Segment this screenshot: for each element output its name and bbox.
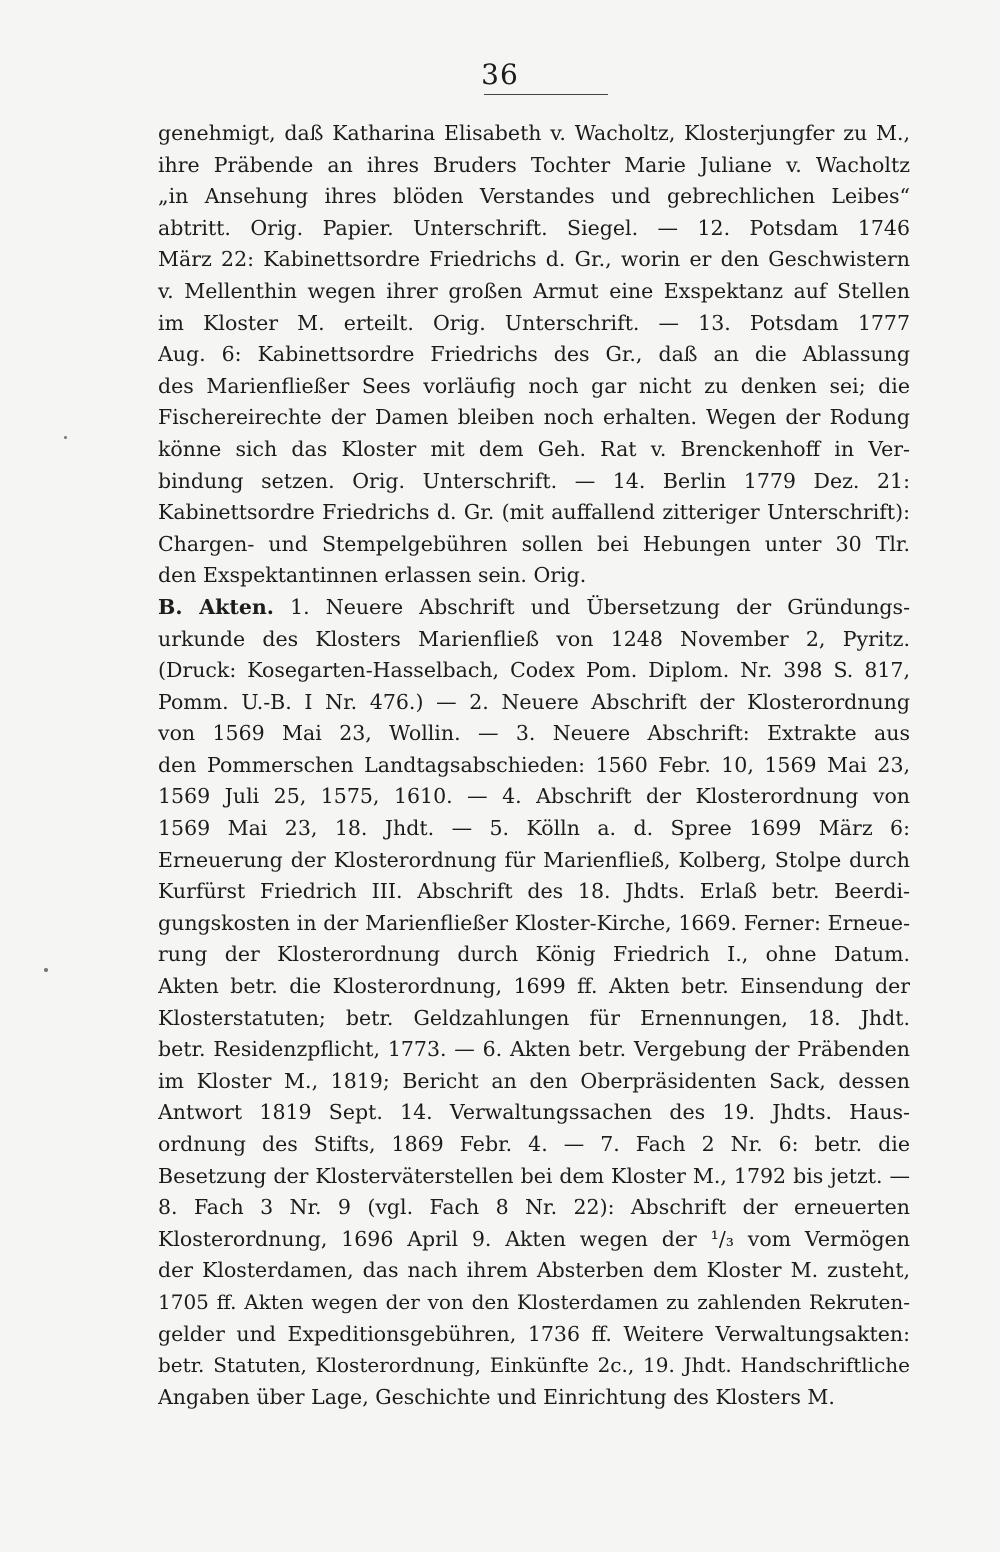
text-line: genehmigt, daß Katharina Elisabeth v. Wacholtz, Klosterjungfer zu M., xyxy=(158,121,910,145)
text-line: im Kloster M. erteilt. Orig. Unterschrift. — 13. Potsdam 1777 xyxy=(158,310,910,335)
text-line: den Pommerschen Landtagsabschieden: 1560 Febr. 10, 1569 Mai 23, xyxy=(158,752,910,777)
text-line: Klosterstatuten; betr. Geldzahlungen für Ernennungen, 18. Jhdt. xyxy=(158,1005,910,1030)
section-heading: B. Akten. xyxy=(158,594,274,619)
text-line: Antwort 1819 Sept. 14. Verwaltungssachen des 19. Jhdts. Haus- xyxy=(158,1100,910,1125)
text-line: Akten betr. die Klosterordnung, 1699 ff. Akten betr. Einsendung der xyxy=(158,974,910,999)
text-line: (Druck: Kosegarten-Hasselbach, Codex Pom. Diplom. Nr. 398 S. 817, xyxy=(158,658,910,683)
body-text xyxy=(158,118,910,1413)
text-line: bindung setzen. Orig. Unterschrift. — 14. Berlin 1779 Dez. 21: xyxy=(158,468,910,493)
text-line: rung der Klosterordnung durch König Friedrich I., ohne Datum. xyxy=(158,942,910,967)
text-line: ihre Präbende an ihres Bruders Tochter Marie Juliane v. Wacholtz xyxy=(158,152,910,177)
text-line: von 1569 Mai 23, Wollin. — 3. Neuere Abschrift: Extrakte aus xyxy=(158,721,910,746)
section-first-line-text: 1. Neuere Abschrift und Übersetzung der Gründungs- xyxy=(290,594,910,619)
text-line: ordnung des Stifts, 1869 Febr. 4. — 7. Fach 2 Nr. 6: betr. die xyxy=(158,1132,910,1156)
text-line: betr. Statuten, Klosterordnung, Einkünfte 2c., 19. Jhdt. Handschriftliche xyxy=(158,1353,910,1378)
text-line: 8. Fach 3 Nr. 9 (vgl. Fach 8 Nr. 22): Abschrift der erneuerten xyxy=(158,1195,910,1220)
text-line: betr. Residenzpflicht, 1773. — 6. Akten betr. Vergebung der Präbenden xyxy=(158,1037,910,1062)
text-line: Klosterordnung, 1696 April 9. Akten wegen der ¹/₃ vom Vermögen xyxy=(158,1226,910,1251)
text-line: 1569 Mai 23, 18. Jhdt. — 5. Kölln a. d. Spree 1699 März 6: xyxy=(158,816,910,841)
text-line: Angaben über Lage, Geschichte und Einrichtung des Klosters M. xyxy=(158,1384,835,1409)
text-line: gelder und Expeditionsgebühren, 1736 ff. Weitere Verwaltungsakten: xyxy=(158,1321,910,1346)
text-line: Besetzung der Klosterväterstellen bei dem Kloster M., 1792 bis jetzt. — xyxy=(158,1163,910,1188)
paper-speck xyxy=(44,968,48,972)
page-number-rule xyxy=(484,94,608,95)
text-line: urkunde des Klosters Marienfließ von 1248 November 2, Pyritz. xyxy=(158,626,910,651)
text-line: Fischereirechte der Damen bleiben noch erhalten. Wegen der Rodung xyxy=(158,405,910,430)
text-line: 1705 ff. Akten wegen der von den Klosterdamen zu zahlenden Rekruten- xyxy=(158,1289,910,1314)
text-line: 1569 Juli 25, 1575, 1610. — 4. Abschrift der Klosterordnung von xyxy=(158,784,910,809)
text-line: Erneuerung der Klosterordnung für Marienfließ, Kolberg, Stolpe durch xyxy=(158,847,910,872)
paper-speck xyxy=(64,436,67,439)
text-line: Kurfürst Friedrich III. Abschrift des 18. Jhdts. Erlaß betr. Beerdi- xyxy=(158,879,910,904)
page-number: 36 xyxy=(481,58,519,91)
text-line: Chargen- und Stempelgebühren sollen bei Hebungen unter 30 Tlr. xyxy=(158,531,910,556)
text-line: den Exspektantinnen erlassen sein. Orig. xyxy=(158,563,587,588)
section-first-line xyxy=(158,592,910,624)
text-line: Pomm. U.-B. I Nr. 476.) — 2. Neuere Abschrift der Klosterordnung xyxy=(158,689,910,714)
text-line: „in Ansehung ihres blöden Verstandes und gebrechlichen Leibes“ xyxy=(158,184,910,209)
text-line: Kabinettsordre Friedrichs d. Gr. (mit auffallend zitteriger Unterschrift): xyxy=(158,500,910,525)
text-line: gungskosten in der Marienfließer Kloster-Kirche, 1669. Ferner: Erneue- xyxy=(158,910,910,935)
text-line: könne sich das Kloster mit dem Geh. Rat v. Brenckenhoff in Ver- xyxy=(158,436,910,461)
text-line: im Kloster M., 1819; Bericht an den Oberpräsidenten Sack, dessen xyxy=(158,1068,910,1093)
text-line: März 22: Kabinettsordre Friedrichs d. Gr., worin er den Geschwistern xyxy=(158,247,910,272)
text-line: der Klosterdamen, das nach ihrem Absterben dem Kloster M. zusteht, xyxy=(158,1258,910,1283)
text-line: v. Mellenthin wegen ihrer großen Armut eine Exspektanz auf Stellen xyxy=(158,278,910,303)
text-line: abtritt. Orig. Papier. Unterschrift. Siegel. — 12. Potsdam 1746 xyxy=(158,215,910,240)
text-line: des Marienfließer Sees vorläufig noch gar nicht zu denken sei; die xyxy=(158,373,910,398)
text-line: Aug. 6: Kabinettsordre Friedrichs des Gr., daß an die Ablassung xyxy=(158,342,910,367)
